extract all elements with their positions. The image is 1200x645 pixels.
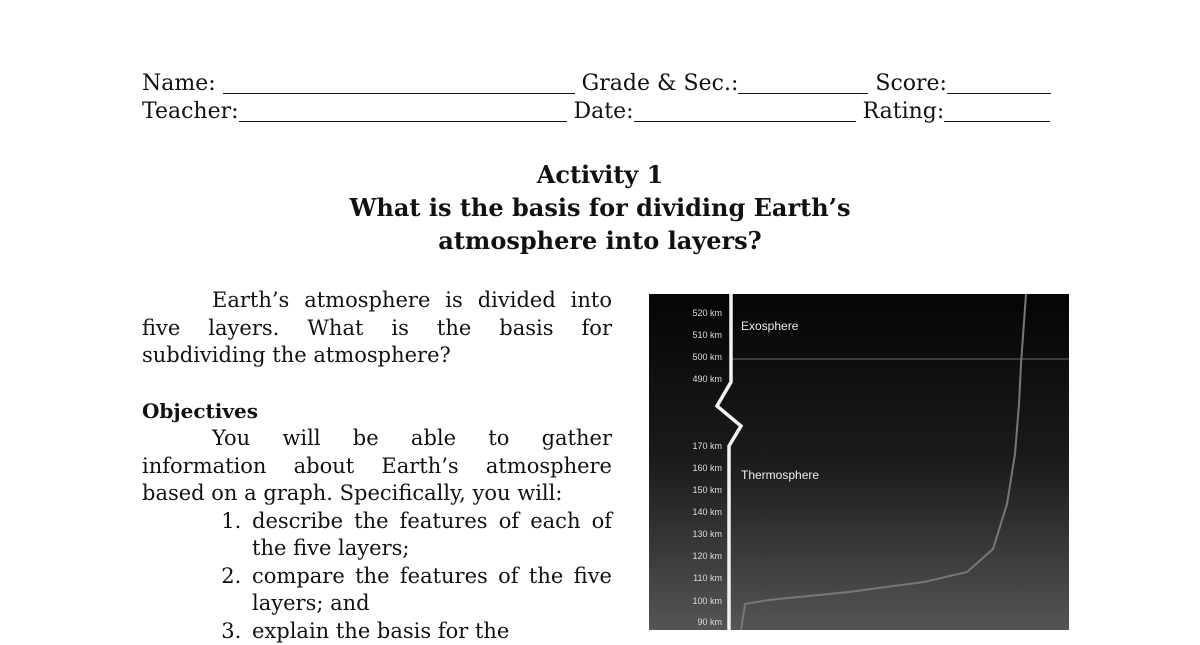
- rating-label: Rating:: [863, 99, 945, 124]
- intro-paragraph: Earth’s atmosphere is divided into five layers. What is the basis for subdividing the atmosphere?: [142, 287, 612, 370]
- date-blank[interactable]: [634, 101, 856, 122]
- tick-label: 170 km: [692, 441, 722, 451]
- tick-label: 500 km: [692, 352, 722, 362]
- tick-label: 510 km: [692, 330, 722, 340]
- layer-label-thermosphere: Thermosphere: [741, 468, 819, 482]
- tick-label: 160 km: [692, 463, 722, 473]
- teacher-label: Teacher:: [142, 99, 239, 124]
- rating-blank[interactable]: [944, 101, 1050, 122]
- score-label: Score:: [875, 71, 947, 96]
- activity-title-line2: atmosphere into layers?: [0, 224, 1200, 257]
- tick-label: 150 km: [692, 485, 722, 495]
- objective-item: 1. describe the features of each of the five layers;: [248, 508, 612, 563]
- objective-item: 2. compare the features of the five layers; and: [248, 563, 612, 618]
- temperature-curve: [741, 294, 1026, 630]
- text-column: [142, 287, 612, 645]
- header-row-1: [142, 70, 1051, 98]
- score-blank[interactable]: [947, 73, 1051, 94]
- teacher-blank[interactable]: [239, 101, 567, 122]
- activity-number: Activity 1: [0, 158, 1200, 191]
- name-label: Name:: [142, 71, 216, 96]
- tick-label: 130 km: [692, 529, 722, 539]
- tick-label: 490 km: [692, 374, 722, 384]
- tick-label: 120 km: [692, 551, 722, 561]
- objectives-paragraph: You will be able to gather information about Earth’s atmosphere based on a graph. Specifically, you will:: [142, 425, 612, 508]
- tick-label: 140 km: [692, 507, 722, 517]
- tick-label: 90 km: [697, 617, 722, 627]
- activity-title-line1: What is the basis for dividing Earth’s: [0, 191, 1200, 224]
- atmosphere-graph-svg: [649, 294, 1069, 630]
- header-row-2: [142, 98, 1050, 126]
- objectives-heading: Objectives: [142, 398, 612, 426]
- tick-label: 110 km: [693, 573, 722, 583]
- grade-blank[interactable]: [738, 73, 868, 94]
- grade-label: Grade & Sec.:: [582, 71, 739, 96]
- tick-labels: [692, 308, 722, 627]
- tick-label: 100 km: [692, 596, 722, 606]
- atmosphere-graph: [649, 294, 1069, 630]
- layer-label-exosphere: Exosphere: [741, 319, 799, 333]
- objective-item: 3. explain the basis for the: [248, 618, 612, 645]
- name-blank[interactable]: [223, 73, 575, 94]
- objectives-list: [142, 508, 612, 645]
- tick-label: 520 km: [692, 308, 722, 318]
- date-label: Date:: [574, 99, 634, 124]
